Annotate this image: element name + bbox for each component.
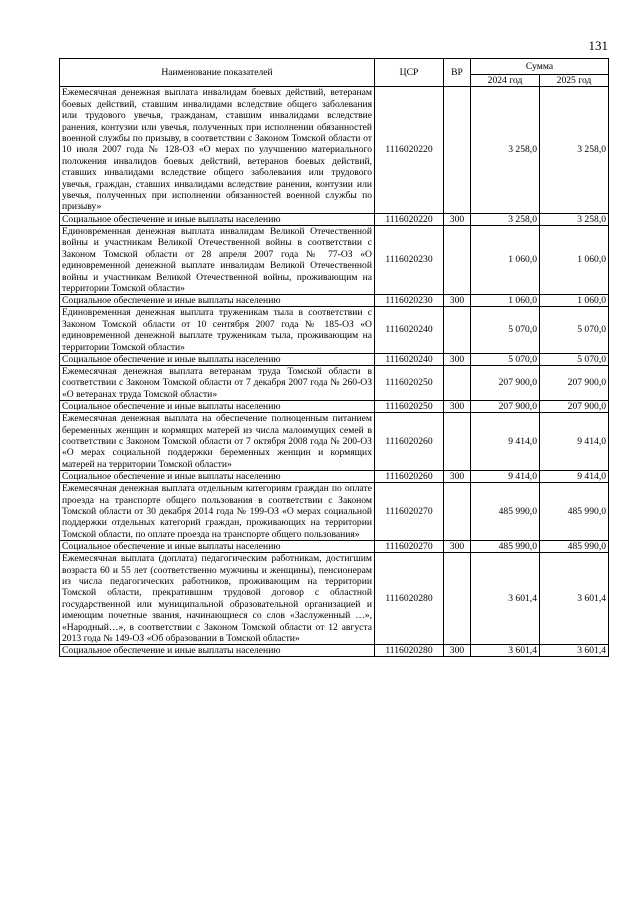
- row-sum-2024: 5 070,0: [471, 307, 540, 354]
- table-row: [60, 483, 609, 541]
- row-sum-2024: 3 258,0: [471, 213, 540, 225]
- row-name: Ежемесячная денежная выплата на обеспечение полноценным питанием беременных женщин и кормящих матерей из числа малоимущих семей в соответствии с Законом Томской области от 7 октября 2008 года № 200-ОЗ «О мерах социальной поддержки беременных женщин и кормящих матерей на территории Томской области»: [60, 413, 375, 471]
- row-vr: 300: [444, 353, 471, 365]
- header-name: Наименование показателей: [60, 59, 375, 87]
- row-sum-2024: 1 060,0: [471, 295, 540, 307]
- row-csr: 1116020230: [375, 225, 444, 294]
- row-sum-2025: 1 060,0: [540, 225, 609, 294]
- row-sum-2024: 5 070,0: [471, 353, 540, 365]
- row-vr: 300: [444, 213, 471, 225]
- row-vr: 300: [444, 471, 471, 483]
- row-csr: 1116020250: [375, 401, 444, 413]
- budget-table: [59, 58, 609, 657]
- row-csr: 1116020260: [375, 413, 444, 471]
- row-vr: 300: [444, 645, 471, 657]
- row-vr: [444, 413, 471, 471]
- row-vr: 300: [444, 295, 471, 307]
- row-sum-2024: 207 900,0: [471, 365, 540, 400]
- row-sum-2024: 207 900,0: [471, 401, 540, 413]
- row-csr: 1116020230: [375, 295, 444, 307]
- page-number: 131: [588, 38, 608, 53]
- row-name: Социальное обеспечение и иные выплаты населению: [60, 353, 375, 365]
- row-vr: [444, 87, 471, 213]
- row-csr: 1116020240: [375, 307, 444, 354]
- row-name: Социальное обеспечение и иные выплаты населению: [60, 295, 375, 307]
- row-name: Ежемесячная денежная выплата ветеранам труда Томской области в соответствии с Законом Томской области от 7 декабря 2007 года № 260-ОЗ «О ветеранах труда Томской области»: [60, 365, 375, 400]
- table-row: [60, 295, 609, 307]
- row-sum-2025: 207 900,0: [540, 365, 609, 400]
- row-sum-2024: 3 601,4: [471, 553, 540, 645]
- row-vr: [444, 483, 471, 541]
- table-row: [60, 401, 609, 413]
- header-csr: ЦСР: [375, 59, 444, 87]
- table-row: [60, 353, 609, 365]
- row-sum-2025: 9 414,0: [540, 413, 609, 471]
- header-year-2024: 2024 год: [471, 75, 540, 87]
- row-sum-2025: 3 258,0: [540, 87, 609, 213]
- row-sum-2025: 1 060,0: [540, 295, 609, 307]
- row-name: Единовременная денежная выплата труженикам тыла в соответствии с Законом Томской области от 10 сентября 2007 года № 185-ОЗ «О единовременной денежной выплате труженикам тыла, проживающим на территории Томской области»: [60, 307, 375, 354]
- header-year-2025: 2025 год: [540, 75, 609, 87]
- row-csr: 1116020240: [375, 353, 444, 365]
- table-row: [60, 365, 609, 400]
- row-vr: 300: [444, 401, 471, 413]
- row-name: Социальное обеспечение и иные выплаты населению: [60, 213, 375, 225]
- row-vr: [444, 225, 471, 294]
- row-sum-2025: 5 070,0: [540, 307, 609, 354]
- table-row: [60, 307, 609, 354]
- row-sum-2025: 3 601,4: [540, 553, 609, 645]
- row-name: Социальное обеспечение и иные выплаты населению: [60, 401, 375, 413]
- row-name: Социальное обеспечение и иные выплаты населению: [60, 541, 375, 553]
- table-row: [60, 471, 609, 483]
- row-csr: 1116020280: [375, 645, 444, 657]
- row-sum-2025: 485 990,0: [540, 483, 609, 541]
- row-sum-2024: 485 990,0: [471, 483, 540, 541]
- row-csr: 1116020270: [375, 483, 444, 541]
- row-sum-2024: 1 060,0: [471, 225, 540, 294]
- row-vr: [444, 365, 471, 400]
- row-vr: [444, 553, 471, 645]
- row-csr: 1116020270: [375, 541, 444, 553]
- row-vr: 300: [444, 541, 471, 553]
- row-name: Единовременная денежная выплата инвалидам Великой Отечественной войны и участникам Великой Отечественной войны в соответствии с Законом Томской области от 28 апреля 2007 года № 77-ОЗ «О единовременной денежной выплате инвалидам Великой Отечественной войны и участникам Великой Отечественной войны, проживающим на территории Томской области»: [60, 225, 375, 294]
- row-sum-2024: 485 990,0: [471, 541, 540, 553]
- header-sum: Сумма: [471, 59, 609, 75]
- row-name: Социальное обеспечение и иные выплаты населению: [60, 471, 375, 483]
- row-name: Социальное обеспечение и иные выплаты населению: [60, 645, 375, 657]
- row-csr: 1116020220: [375, 87, 444, 213]
- row-sum-2024: 9 414,0: [471, 413, 540, 471]
- table-row: [60, 225, 609, 294]
- row-csr: 1116020220: [375, 213, 444, 225]
- row-sum-2025: 3 258,0: [540, 213, 609, 225]
- row-name: Ежемесячная выплата (доплата) педагогическим работникам, достигшим возраста 60 и 55 лет (соответственно мужчины и женщины), пенсионерам из числа педагогических работников, проживающим на территории Томской области, прекратившим трудовой договор с областной государственной или муниципальной образовательной организацией и имеющим почетные звания, начинающиеся со слов «Заслуженный …», «Народный…», в соответствии с Законом Томской области от 12 августа 2013 года № 149-ОЗ «Об образовании в Томской области»: [60, 553, 375, 645]
- row-csr: 1116020280: [375, 553, 444, 645]
- table-row: [60, 413, 609, 471]
- row-vr: [444, 307, 471, 354]
- row-csr: 1116020250: [375, 365, 444, 400]
- header-vr: ВР: [444, 59, 471, 87]
- row-name: Ежемесячная денежная выплата инвалидам боевых действий, ветеранам боевых действий, ставшим инвалидами вследствие общего заболевания или трудового увечья, гражданам, ставшим инвалидами вследствие ранения, контузии или увечья, полученных при исполнении обязанностей военной службы по призыву, в соответствии с Законом Томской области от 10 июля 2007 года № 128-ОЗ «О мерах по улучшению материального положения инвалидов боевых действий, ветеранов боевых действий, ставших инвалидами вследствие общего заболевания или трудового увечья, граждан, ставших инвалидами вследствие ранения, контузии или увечья, полученных при исполнении обязанностей военной службы по призыву»: [60, 87, 375, 213]
- table-row: [60, 553, 609, 645]
- row-sum-2024: 3 258,0: [471, 87, 540, 213]
- row-sum-2025: 3 601,4: [540, 645, 609, 657]
- row-name: Ежемесячная денежная выплата отдельным категориям граждан по оплате проезда на транспорте общего пользования в соответствии с Законом Томской области от 30 декабря 2014 года № 199-ОЗ «О мерах социальной поддержки отдельных категорий граждан, проживающих на территории Томской области, по оплате проезда на транспорте общего пользования»: [60, 483, 375, 541]
- row-sum-2025: 9 414,0: [540, 471, 609, 483]
- table-row: [60, 645, 609, 657]
- row-sum-2024: 3 601,4: [471, 645, 540, 657]
- row-csr: 1116020260: [375, 471, 444, 483]
- row-sum-2025: 207 900,0: [540, 401, 609, 413]
- table-row: [60, 87, 609, 213]
- table-row: [60, 213, 609, 225]
- table-row: [60, 541, 609, 553]
- row-sum-2024: 9 414,0: [471, 471, 540, 483]
- row-sum-2025: 485 990,0: [540, 541, 609, 553]
- row-sum-2025: 5 070,0: [540, 353, 609, 365]
